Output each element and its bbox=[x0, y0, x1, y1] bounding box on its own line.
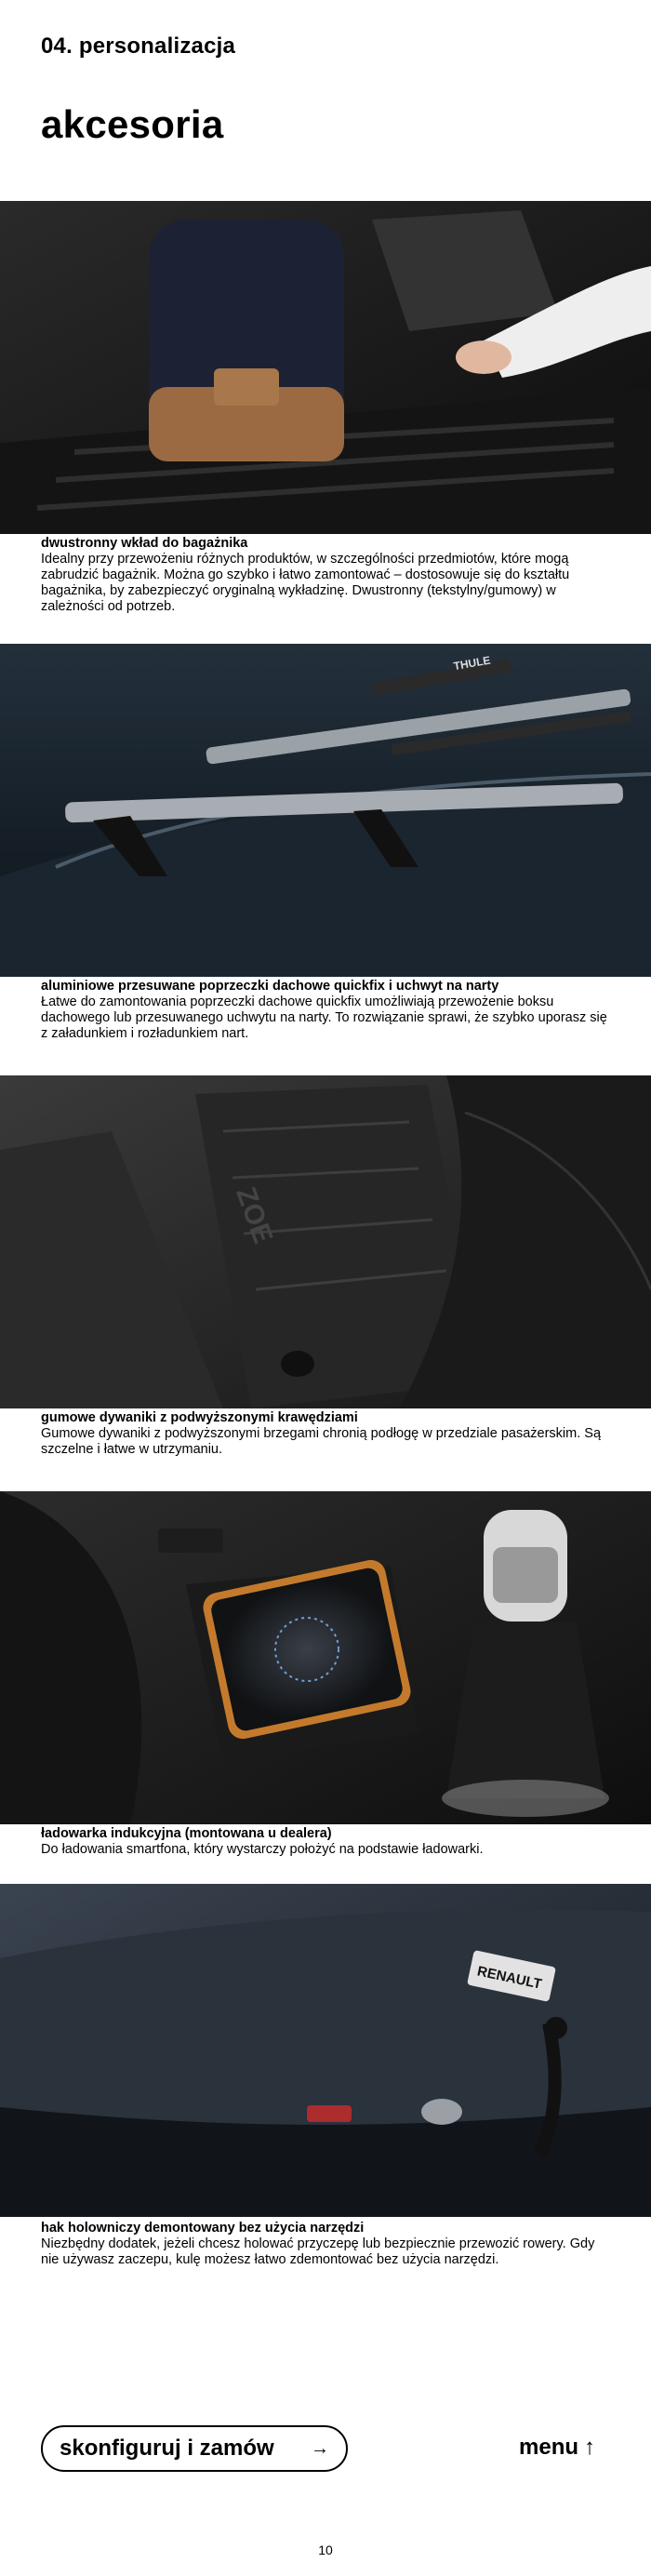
wireless-charger-photo bbox=[0, 1491, 651, 1824]
accessory-caption bbox=[41, 979, 608, 1042]
thule-logo: THULE bbox=[452, 653, 492, 674]
menu-label: menu bbox=[519, 2435, 579, 2460]
menu-link[interactable] bbox=[519, 2435, 595, 2461]
accessory-description: Niezbędny dodatek, jeżeli chcesz holować przyczepę lub bezpiecznie przewozić rowery. Gdy nie używasz zaczepu, kulę możesz łatwo zdemontować bez użycia narzędzi. bbox=[41, 2236, 595, 2267]
accessory-caption bbox=[41, 1410, 608, 1458]
section-label: 04. personalizacja bbox=[41, 33, 236, 59]
roof-bars-photo bbox=[0, 644, 651, 977]
accessory-caption bbox=[41, 536, 608, 615]
renault-logo: RENAULT bbox=[475, 1963, 544, 1993]
accessory-title: ładowarka indukcyjna (montowana u dealera) bbox=[41, 1826, 332, 1841]
accessory-title: aluminiowe przesuwane poprzeczki dachowe quickfix i uchwyt na narty bbox=[41, 979, 499, 994]
page-title: akcesoria bbox=[41, 102, 224, 146]
accessory-title: hak holowniczy demontowany bez użycia narzędzi bbox=[41, 2221, 365, 2236]
accessory-title: gumowe dywaniki z podwyższonymi krawędziami bbox=[41, 1410, 358, 1425]
configure-and-order-button[interactable] bbox=[41, 2425, 348, 2472]
accessory-caption bbox=[41, 2221, 608, 2268]
arrow-up-icon: ↑ bbox=[584, 2435, 596, 2460]
zoe-logo: ZOE bbox=[230, 1182, 279, 1248]
cta-label: skonfiguruj i zamów bbox=[60, 2436, 274, 2461]
accessory-description: Do ładowania smartfona, który wystarczy położyć na podstawie ładowarki. bbox=[41, 1842, 484, 1857]
accessory-description: Łatwe do zamontowania poprzeczki dachowe quickfix umożliwiają przewożenie boksu dachowego lub przesuwanego uchwytu na narty. To rozwiązanie sprawi, że szybko uporasz się z załadunkiem i rozładunkiem nart. bbox=[41, 994, 607, 1041]
tow-hitch-photo bbox=[0, 1884, 651, 2217]
page-number: 10 bbox=[318, 2543, 333, 2557]
accessory-title: dwustronny wkład do bagażnika bbox=[41, 536, 248, 551]
accessory-caption bbox=[41, 1826, 608, 1858]
accessory-description: Gumowe dywaniki z podwyższonymi brzegami chronią podłogę w przedziale pasażerskim. Są szczelne i łatwe w utrzymaniu. bbox=[41, 1426, 602, 1457]
trunk-liner-photo bbox=[0, 201, 651, 534]
arrow-right-icon: → bbox=[311, 2437, 329, 2459]
accessory-description: Idealny przy przewożeniu różnych produktów, w szczególności przedmiotów, które mogą zabrudzić bagażnik. Można go szybko i łatwo zamontować – dostosowuje się do kształtu bagażnika, by zabezpieczyć oryginalną wykładzinę. Dwustronny (tekstylny/gumowy) w zależności od potrzeb. bbox=[41, 552, 570, 614]
floor-mats-photo bbox=[0, 1075, 651, 1408]
